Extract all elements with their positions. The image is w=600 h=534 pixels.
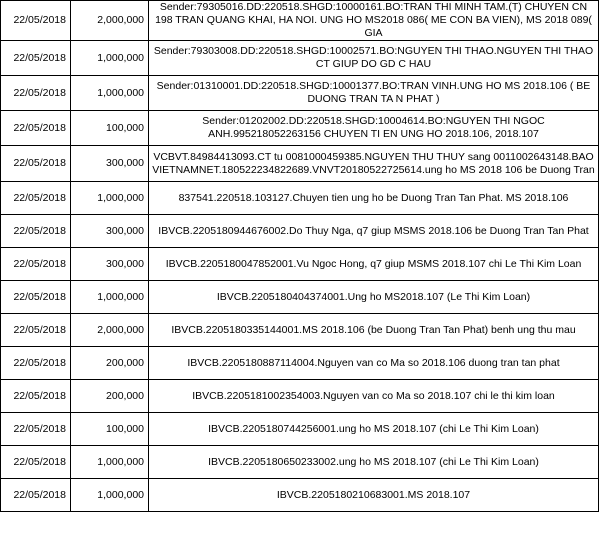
table-row [1, 41, 599, 76]
amount-cell: 1,000,000 [71, 182, 149, 215]
date-cell: 22/05/2018 [1, 146, 71, 182]
description-cell: IBVCB.2205181002354003.Nguyen van co Ma so 2018.107 chi le thi kim loan [149, 380, 599, 413]
table-row [1, 413, 599, 446]
description-cell: IBVCB.2205180404374001.Ung ho MS2018.107 (Le Thi Kim Loan) [149, 281, 599, 314]
amount-cell: 300,000 [71, 248, 149, 281]
table-row [1, 182, 599, 215]
amount-cell: 200,000 [71, 347, 149, 380]
table-row [1, 1, 599, 41]
table-row [1, 111, 599, 146]
table-row [1, 76, 599, 111]
description-cell: VCBVT.84984413093.CT tu 0081000459385.NGUYEN THU THUY sang 0011002643148.BAO VIETNAMNET.180522234822689.VNVT20180522725614.ung ho MS 2018 106 be Duong Tran [149, 146, 599, 182]
description-cell: Sender:01310001.DD:220518.SHGD:10001377.BO:TRAN VINH.UNG HO MS 2018.106 ( BE DUONG TRAN TA N PHAT ) [149, 76, 599, 111]
table-row [1, 314, 599, 347]
amount-cell: 1,000,000 [71, 281, 149, 314]
table-row [1, 479, 599, 512]
date-cell: 22/05/2018 [1, 41, 71, 76]
table-row [1, 380, 599, 413]
amount-cell: 1,000,000 [71, 41, 149, 76]
description-cell: Sender:01202002.DD:220518.SHGD:10004614.BO:NGUYEN THI NGOC ANH.995218052263156 CHUYEN TI EN UNG HO 2018.106, 2018.107 [149, 111, 599, 146]
amount-cell: 300,000 [71, 215, 149, 248]
date-cell: 22/05/2018 [1, 380, 71, 413]
date-cell: 22/05/2018 [1, 281, 71, 314]
date-cell: 22/05/2018 [1, 182, 71, 215]
table-row [1, 146, 599, 182]
table-row [1, 446, 599, 479]
date-cell: 22/05/2018 [1, 111, 71, 146]
description-cell: IBVCB.2205180887114004.Nguyen van co Ma so 2018.106 duong tran tan phat [149, 347, 599, 380]
amount-cell: 2,000,000 [71, 314, 149, 347]
date-cell: 22/05/2018 [1, 314, 71, 347]
table-row [1, 248, 599, 281]
date-cell: 22/05/2018 [1, 76, 71, 111]
date-cell: 22/05/2018 [1, 248, 71, 281]
amount-cell: 2,000,000 [71, 1, 149, 41]
amount-cell: 200,000 [71, 380, 149, 413]
amount-cell: 1,000,000 [71, 446, 149, 479]
table-row [1, 215, 599, 248]
table-row [1, 281, 599, 314]
description-cell: IBVCB.2205180047852001.Vu Ngoc Hong, q7 giup MSMS 2018.107 chi Le Thi Kim Loan [149, 248, 599, 281]
description-cell: IBVCB.2205180335144001.MS 2018.106 (be Duong Tran Tan Phat) benh ung thu mau [149, 314, 599, 347]
description-cell: IBVCB.2205180210683001.MS 2018.107 [149, 479, 599, 512]
description-cell: IBVCB.2205180650233002.ung ho MS 2018.107 (chi Le Thi Kim Loan) [149, 446, 599, 479]
date-cell: 22/05/2018 [1, 446, 71, 479]
description-cell: IBVCB.2205180944676002.Do Thuy Nga, q7 giup MSMS 2018.106 be Duong Tran Tan Phat [149, 215, 599, 248]
date-cell: 22/05/2018 [1, 347, 71, 380]
amount-cell: 300,000 [71, 146, 149, 182]
amount-cell: 1,000,000 [71, 76, 149, 111]
amount-cell: 1,000,000 [71, 479, 149, 512]
date-cell: 22/05/2018 [1, 215, 71, 248]
date-cell: 22/05/2018 [1, 413, 71, 446]
description-cell: Sender:79303008.DD:220518.SHGD:10002571.BO:NGUYEN THI THAO.NGUYEN THI THAO CT GIUP DO GD C HAU [149, 41, 599, 76]
amount-cell: 100,000 [71, 413, 149, 446]
table-row [1, 347, 599, 380]
description-cell: IBVCB.2205180744256001.ung ho MS 2018.107 (chi Le Thi Kim Loan) [149, 413, 599, 446]
amount-cell: 100,000 [71, 111, 149, 146]
description-cell: 837541.220518.103127.Chuyen tien ung ho be Duong Tran Tan Phat. MS 2018.106 [149, 182, 599, 215]
description-cell: Sender:79305016.DD:220518.SHGD:10000161.BO:TRAN THI MINH TAM.(T) CHUYEN CN 198 TRAN QUANG KHAI, HA NOI. UNG HO MS2018 086( ME CON BA VIEN), MS 2018 089( GIA [149, 1, 599, 41]
date-cell: 22/05/2018 [1, 479, 71, 512]
date-cell: 22/05/2018 [1, 1, 71, 41]
